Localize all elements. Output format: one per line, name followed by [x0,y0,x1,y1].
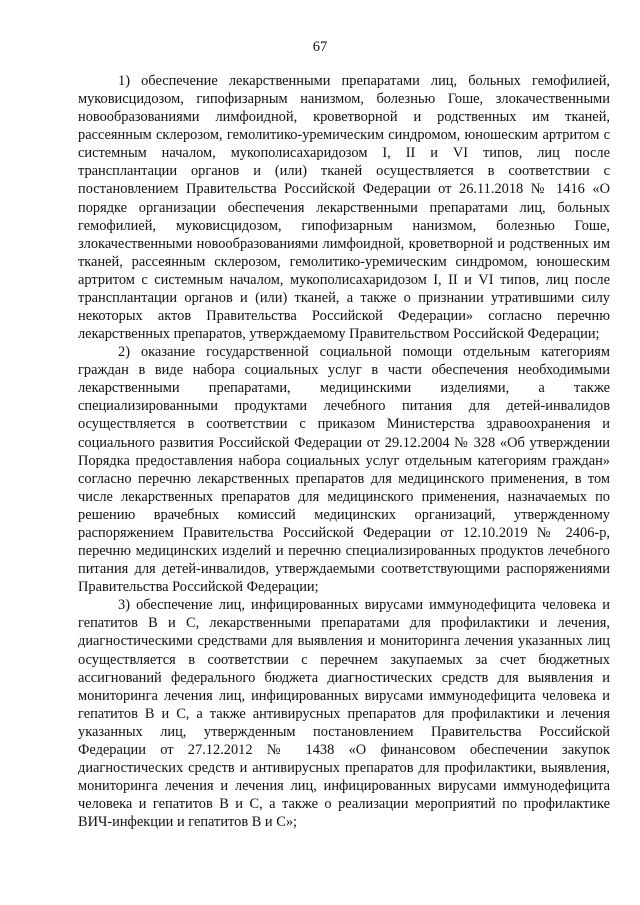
paragraph-1: 1) обеспечение лекарственными препаратами лиц, больных гемофилией, муковисцидозом, гипофизарным нанизмом, болезнью Гоше, злокачественными новообразованиями лимфоидной, кроветворной и родственных им тканей, рассеянным склерозом, гемолитико-уремическим синдромом, юношеским артритом с системным началом, мукополисахаридозом I, II и VI типов, лиц после трансплантации органов и (или) тканей осуществляется в соответствии с постановлением Правительства Российской Федерации от 26.11.2018 № 1416 «О порядке организации обеспечения лекарственными препаратами лиц, больных гемофилией, муковисцидозом, гипофизарным нанизмом, болезнью Гоше, злокачественными новообразованиями лимфоидной, кроветворной и родственных им тканей, рассеянным склерозом, гемолитико-уремическим синдромом, юношеским артритом с системным началом, мукополисахаридозом I, II и VI типов, лиц после трансплантации органов и (или) тканей, а также о признании утратившими силу некоторых актов Правительства Российской Федерации» согласно перечню лекарственных препаратов, утверждаемому Правительством Российской Федерации; [78,73,610,343]
page-number: 67 [312,39,328,55]
document-body [78,72,610,831]
paragraph-3: 3) обеспечение лиц, инфицированных вирусами иммунодефицита человека и гепатитов B и C, лекарственными препаратами для профилактики и лечения, диагностическими средствами для выявления и мониторинга лечения указанных лиц осуществляется в соответствии с перечнем закупаемых за счет бюджетных ассигнований федерального бюджета диагностических средств для выявления и мониторинга лечения лиц, инфицированных вирусами иммунодефицита человека и гепатитов B и C, а также антивирусных препаратов для профилактики и лечения указанных лиц, утвержденным постановлением Правительства Российской Федерации от 27.12.2012 № 1438 «О финансовом обеспечении закупок диагностических средств и антивирусных препаратов для профилактики, выявления, мониторинга лечения и лечения лиц, инфицированных вирусами иммунодефицита человека и гепатитов B и C, а также о реализации мероприятий по профилактике ВИЧ-инфекции и гепатитов B и C»; [78,597,610,831]
paragraph-2: 2) оказание государственной социальной помощи отдельным категориям граждан в виде набора социальных услуг в части обеспечения необходимыми лекарственными препаратами, медицинскими изделиями, а также специализированными продуктами лечебного питания для детей-инвалидов осуществляется в соответствии с приказом Министерства здравоохранения и социального развития Российской Федерации от 29.12.2004 № 328 «Об утверждении Порядка предоставления набора социальных услуг отдельным категориям граждан» согласно перечню лекарственных препаратов для медицинского применения, в том числе лекарственных препаратов для медицинского применения, назначаемых по решению врачебных комиссий медицинских организаций, утвержденному распоряжением Правительства Российской Федерации от 12.10.2019 № 2406-р, перечню медицинских изделий и перечню специализированных продуктов лечебного питания для детей-инвалидов, утверждаемыми соответствующими распоряжениями Правительства Российской Федерации; [78,344,610,596]
